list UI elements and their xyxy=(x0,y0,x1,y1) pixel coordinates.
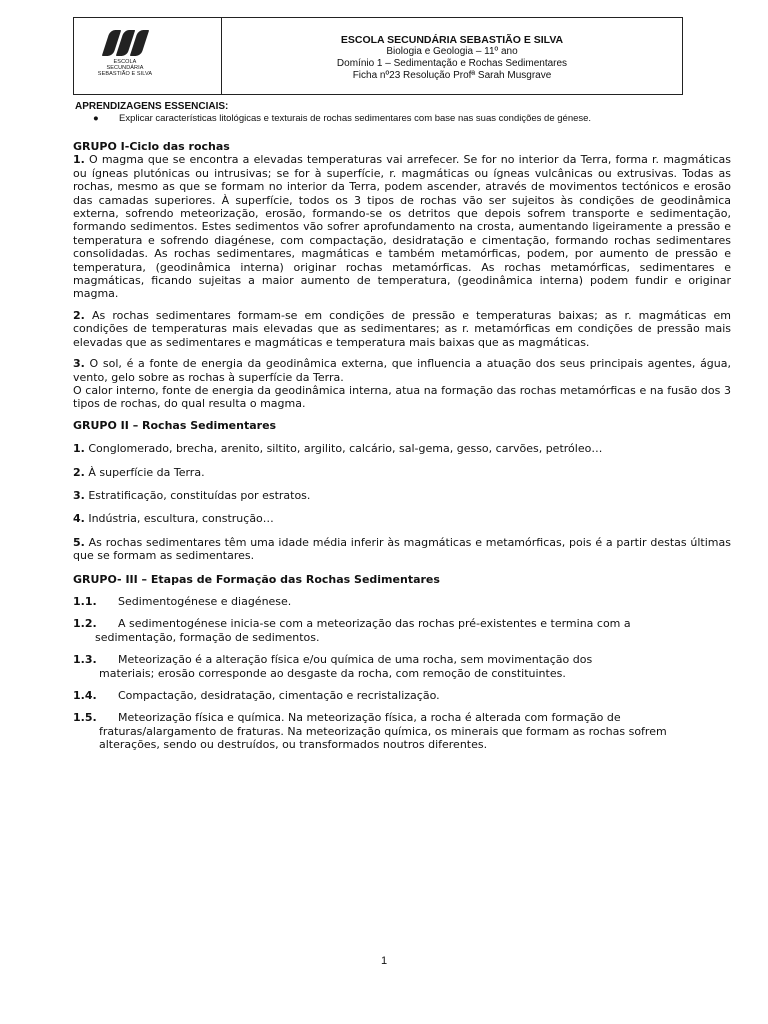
answer-item: 3. O sol, é a fonte de energia da geodinâmica externa, que influencia a atuação dos seus principais agentes, água, vento, gelo sobre as rochas à superfície da Terra. xyxy=(73,357,731,384)
answer-item: 2. As rochas sedimentares formam-se em condições de pressão e temperaturas baixas; as r. magmáticas em condições de temperaturas mais elevadas que as sedimentares; as r. metamórficas em condições de pressão mais elevadas que as sedimentares e magmáticas e temperatura mais baixas que as magmáticas. xyxy=(73,308,731,349)
answer-item: 4. Indústria, escultura, construção… xyxy=(73,512,274,526)
answer-item: 1.5. Meteorização física e química. Na meteorização física, a rocha é alterada com formação de fraturas/alargamento de fraturas. Na meteorização química, os minerais que formam as rochas sofrem alterações, sendo ou destruídos, ou transformados noutros diferentes. xyxy=(73,711,667,752)
grupo-3-section xyxy=(73,573,731,752)
school-logo xyxy=(96,30,154,82)
answers-content xyxy=(73,140,731,761)
grupo-1-section xyxy=(73,140,731,411)
header-text xyxy=(222,34,682,82)
school-name: ESCOLA SECUNDÁRIA SEBASTIÃO E SILVA xyxy=(340,34,564,46)
learning-objectives xyxy=(75,101,735,125)
answer-item: 5. As rochas sedimentares têm uma idade média inferir às magmáticas e metamórficas, pois é a partir destas últimas que se formam as sedimentares. xyxy=(73,535,731,563)
objective-item: ● Explicar características litológicas e texturais de rochas sedimentares com base nas suas condições de génese. xyxy=(93,113,592,124)
answer-item: 1. O magma que se encontra a elevadas temperaturas vai arrefecer. Se for no interior da Terra, forma r. magmáticas ou ígneas plutónicas ou intrusivas; se for à superfície, r. magmáticas ou ígneas vulcânicas ou extrusivas. Todas as rochas, mesmo as que se formam no interior da Terra, podem ascender, através de movimentos tectónicos e erosão das camadas superiores. À superfície, todos os 3 tipos de rochas vão ser sujeitos às condições de geodinâmica externa, sofrendo meteorização, erosão, formando-se os detritos que depois sofrem transporte e sedimentação, formando sedimentos. Estes sedimentos vão sofrer aprofundamento na crosta, aumentando ligeiramente a pressão e temperatura e sofrendo diagénese, com compactação, desidratação e cimentação, formando rochas sedimentares consolidadas. As rochas sedimentares, magmáticas e também metamórficas, podem, por aumento de pressão e temperatura, (geodinâmica interna) originar rochas metamórficas. As rochas metamórficas, sedimentares e magmáticas, ficando sujeitas a maior aumento de temperatura, (geodinâmica interna) podem fundir e originar magma. xyxy=(73,153,731,301)
school-logo-text: ESCOLA SECUNDÁRIA SEBASTIÃO E SILVA xyxy=(97,59,153,77)
grupo-2-title: GRUPO II – Rochas Sedimentares xyxy=(73,418,277,432)
grupo-1-title: GRUPO I-Ciclo das rochas xyxy=(73,140,230,153)
answer-item: 1.1. Sedimentogénese e diagénese. xyxy=(73,594,292,608)
objectives-title: APRENDIZAGENS ESSENCIAIS: xyxy=(75,101,229,112)
grupo-2-section xyxy=(73,419,731,563)
grupo-3-title: GRUPO- III – Etapas de Formação das Rochas Sedimentares xyxy=(73,572,440,586)
answer-item: 1. Conglomerado, brecha, arenito, siltito, argilito, calcário, sal-gema, gesso, carvões, petróleo… xyxy=(73,442,603,456)
header-box xyxy=(73,17,683,95)
answer-item: 2. À superfície da Terra. xyxy=(73,465,205,479)
answer-item: 1.3. Meteorização é a alteração física e/ou química de uma rocha, sem movimentação dos materiais; erosão corresponde ao desgaste da rocha, com remoção de constituintes. xyxy=(73,653,593,680)
answer-item: 1.4. Compactação, desidratação, cimentação e recristalização. xyxy=(73,689,440,702)
bullet-icon: ● xyxy=(93,113,99,124)
answer-item: 1.2. A sedimentogénese inicia-se com a meteorização das rochas pré-existentes e termina com a sedimentação, formação de sedimentos. xyxy=(73,617,631,644)
school-logo-mark xyxy=(96,30,154,56)
answer-item: 3. Estratificação, constituídas por estratos. xyxy=(73,488,311,502)
answer-item-continued: O calor interno, fonte de energia da geodinâmica interna, atua na formação das rochas metamórficas e na fusão dos 3 tipos de rochas, do qual resulta o magma. xyxy=(73,383,731,411)
page-number: 1 xyxy=(380,955,388,967)
worksheet-line: Ficha nº23 Resolução Profª Sarah Musgrave xyxy=(352,70,552,81)
course-line: Biologia e Geologia – 11º ano xyxy=(386,46,518,57)
domain-line: Domínio 1 – Sedimentação e Rochas Sedimentares xyxy=(336,58,568,69)
